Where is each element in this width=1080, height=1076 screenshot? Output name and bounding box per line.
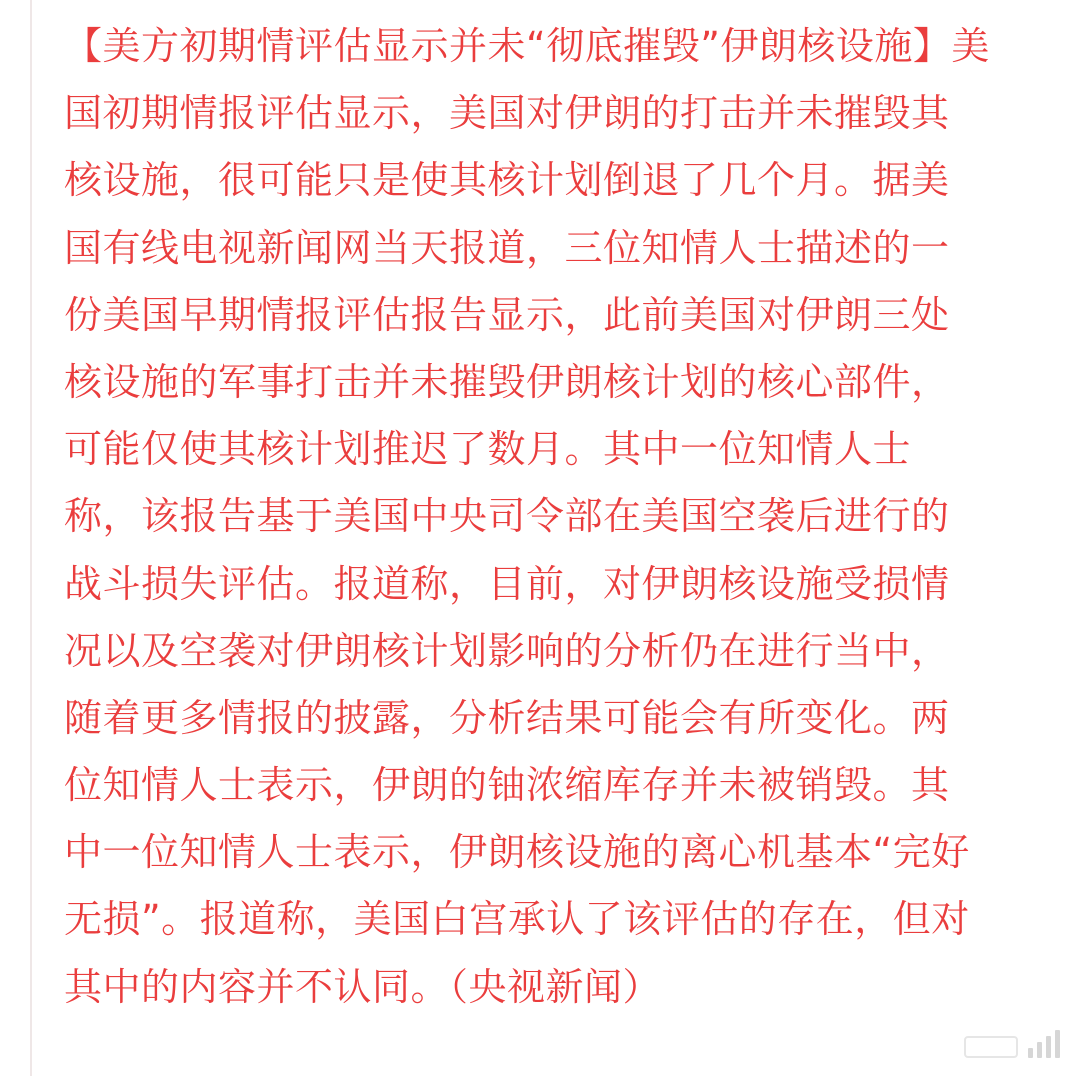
signal-bars-icon: [1037, 1042, 1042, 1058]
article-line-title: 【美方初期情评估显示并未“彻底摧毁”伊朗核设施】美: [64, 24, 990, 68]
article-line: 国有线电视新闻网当天报道，三位知情人士描述的一: [64, 225, 950, 270]
watermark: [964, 1030, 1060, 1058]
article-line: 位知情人士表示，伊朗的铀浓缩库存并未被销毁。其: [64, 763, 950, 808]
article-line: 称，该报告基于美国中央司令部在美国空袭后进行的: [64, 494, 950, 539]
watermark-box-icon: [964, 1036, 1018, 1058]
article-line: 其中的内容并不认同。（央视新闻）: [64, 964, 662, 1009]
article-line: 国初期情报评估显示，美国对伊朗的打击并未摧毁其: [64, 91, 950, 136]
article-line: 中一位知情人士表示，伊朗核设施的离心机基本“完好: [64, 830, 970, 875]
article-line: 核设施的军事打击并未摧毁伊朗核计划的核心部件，: [64, 359, 950, 404]
article-line: 份美国早期情报评估报告显示，此前美国对伊朗三处: [64, 292, 950, 337]
signal-bars-icon: [1046, 1036, 1051, 1058]
article-line: 随着更多情报的披露，分析结果可能会有所变化。两: [64, 695, 950, 740]
article-body: [64, 13, 1049, 1021]
article-line: 无损”。报道称，美国白宫承认了该评估的存在，但对: [64, 897, 970, 942]
article-line: 可能仅使其核计划推迟了数月。其中一位知情人士: [64, 427, 912, 472]
article-line: 核设施，很可能只是使其核计划倒退了几个月。据美: [64, 158, 950, 203]
article-line: 战斗损失评估。报道称，目前，对伊朗核设施受损情: [64, 561, 950, 606]
signal-bars-icon: [1055, 1030, 1060, 1058]
signal-bars-icon: [1028, 1048, 1033, 1058]
left-divider: [30, 0, 32, 1076]
article-line: 况以及空袭对伊朗核计划影响的分析仍在进行当中，: [64, 628, 950, 673]
